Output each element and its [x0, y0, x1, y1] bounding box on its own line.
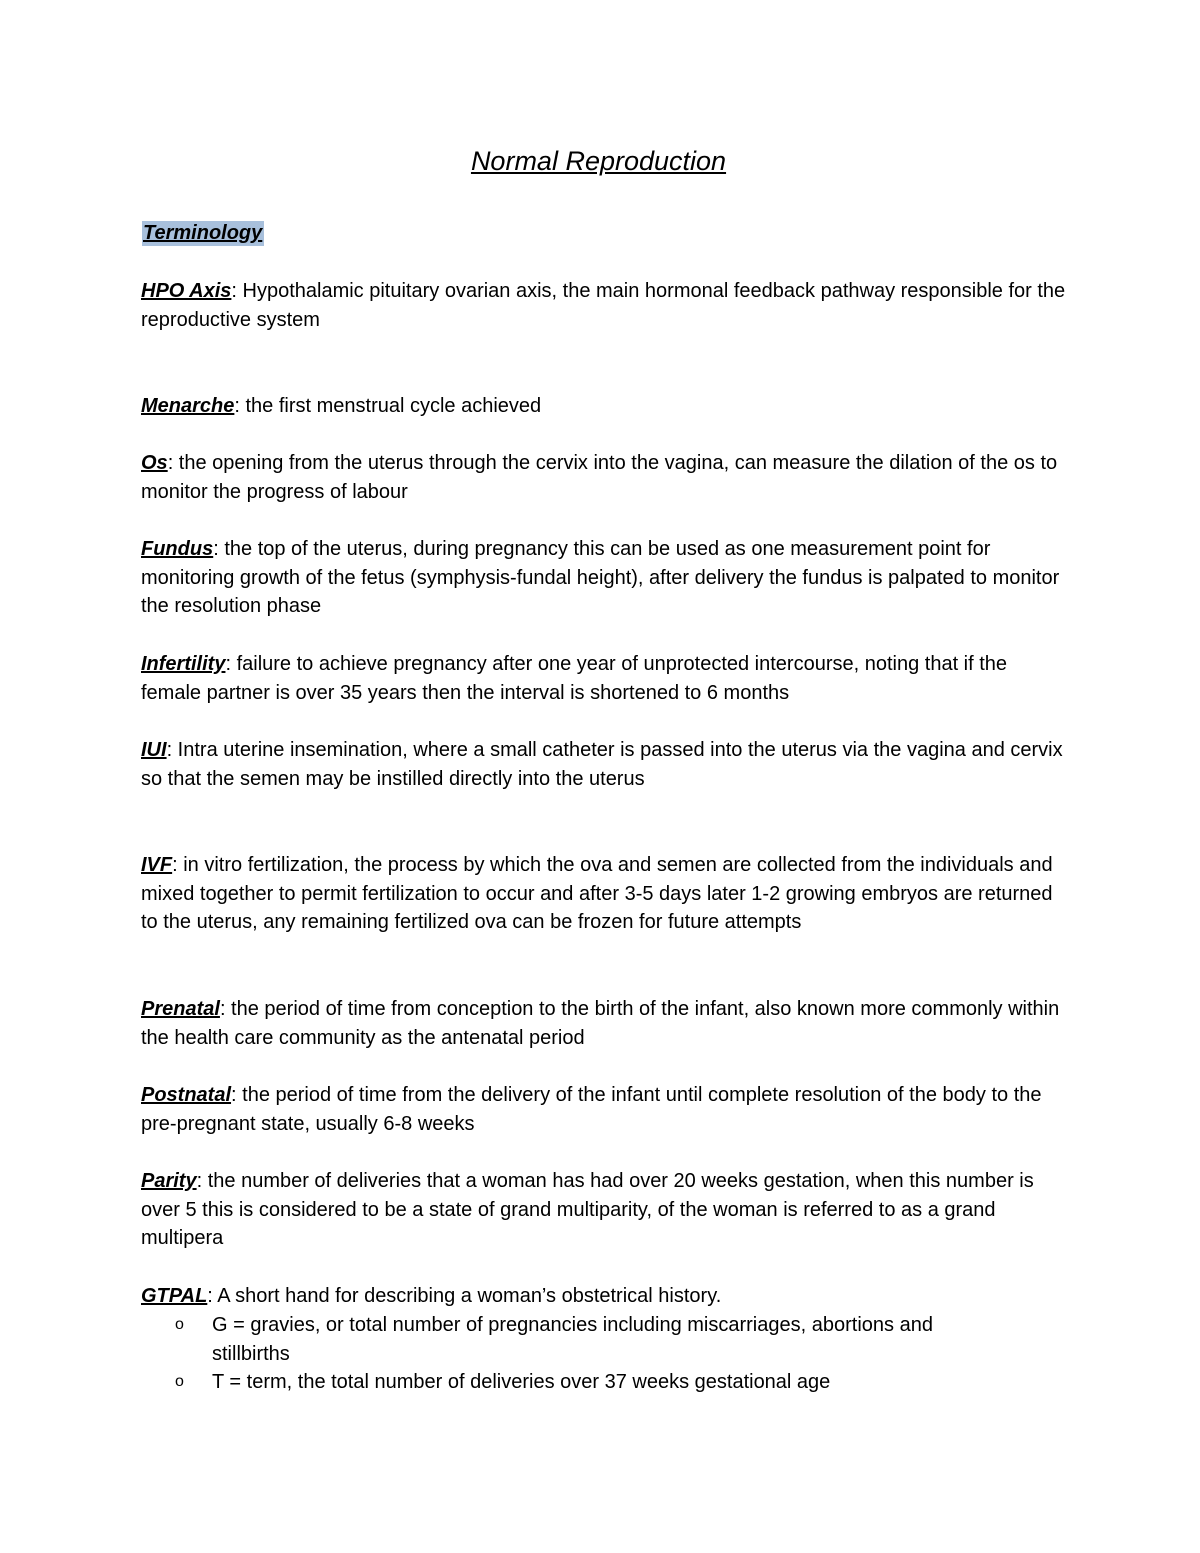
term-label: GTPAL: [141, 1285, 208, 1307]
entry-menarche: [141, 392, 1071, 421]
entry-gtpal: [141, 1282, 1071, 1311]
term-definition: : A short hand for describing a woman’s obstetrical history.: [207, 1285, 722, 1307]
term-label: IUI: [141, 739, 167, 761]
entry-hpo-axis: [141, 277, 1071, 334]
section-heading-terminology: [142, 218, 264, 248]
entry-iui: [141, 736, 1071, 793]
term-label: IVF: [141, 854, 173, 876]
term-label: Postnatal: [141, 1084, 232, 1106]
term-label: Prenatal: [141, 998, 220, 1020]
section-heading-text: Terminology: [143, 222, 263, 244]
entry-prenatal: [141, 995, 1071, 1052]
term-definition: : Hypothalamic pituitary ovarian axis, the main hormonal feedback pathway responsible for the reproductive system: [141, 280, 1066, 331]
list-item: [141, 1368, 992, 1397]
term-label: Fundus: [141, 538, 214, 560]
list-item: [141, 1311, 992, 1368]
list-item-text: T = term, the total number of deliveries over 37 weeks gestational age: [212, 1371, 831, 1394]
term-definition: : failure to achieve pregnancy after one year of unprotected intercourse, noting that if the female partner is over 35 years then the interval is shortened to 6 months: [141, 653, 1008, 704]
term-label: HPO Axis: [141, 280, 232, 302]
hollow-circle-bullet-icon: o: [175, 1316, 184, 1333]
entry-parity: [141, 1167, 1071, 1253]
gtpal-list: [141, 1311, 1071, 1397]
term-label: Parity: [141, 1170, 197, 1192]
entry-fundus: [141, 535, 1071, 621]
list-item-text: G = gravies, or total number of pregnancies including miscarriages, abortions and stillbirths: [212, 1314, 933, 1365]
document-title: Normal Reproduction: [470, 146, 727, 176]
term-definition: : the period of time from the delivery of the infant until complete resolution of the body to the pre-pregnant state, usually 6-8 weeks: [141, 1084, 1042, 1135]
term-definition: : the period of time from conception to the birth of the infant, also known more commonly within the health care community as the antenatal period: [141, 998, 1060, 1049]
entry-postnatal: [141, 1081, 1071, 1138]
term-label: Infertility: [141, 653, 226, 675]
term-definition: : the first menstrual cycle achieved: [234, 395, 542, 417]
term-definition: : the number of deliveries that a woman has had over 20 weeks gestation, when this number is over 5 this is considered to be a state of grand multiparity, of the woman is referred to as a grand multipera: [141, 1170, 1034, 1250]
term-definition: : the opening from the uterus through the cervix into the vagina, can measure the dilation of the os to monitor the progress of labour: [141, 452, 1058, 503]
entry-ivf: [141, 851, 1071, 937]
term-label: Menarche: [141, 395, 235, 417]
hollow-circle-bullet-icon: o: [175, 1373, 184, 1391]
entry-infertility: [141, 650, 1071, 707]
entry-os: [141, 449, 1071, 506]
term-definition: : Intra uterine insemination, where a small catheter is passed into the uterus via the vagina and cervix so that the semen may be instilled directly into the uterus: [141, 739, 1063, 790]
term-definition: : the top of the uterus, during pregnancy this can be used as one measurement point for monitoring growth of the fetus (symphysis-fundal height), after delivery the fundus is palpated to monitor the resolution phase: [141, 538, 1060, 618]
term-definition: : in vitro fertilization, the process by which the ova and semen are collected from the individuals and mixed together to permit fertilization to occur and after 3-5 days later 1-2 growing embryos are returned to the uterus, any remaining fertilized ova can be frozen for future attempts: [141, 854, 1053, 934]
term-label: Os: [141, 452, 168, 474]
